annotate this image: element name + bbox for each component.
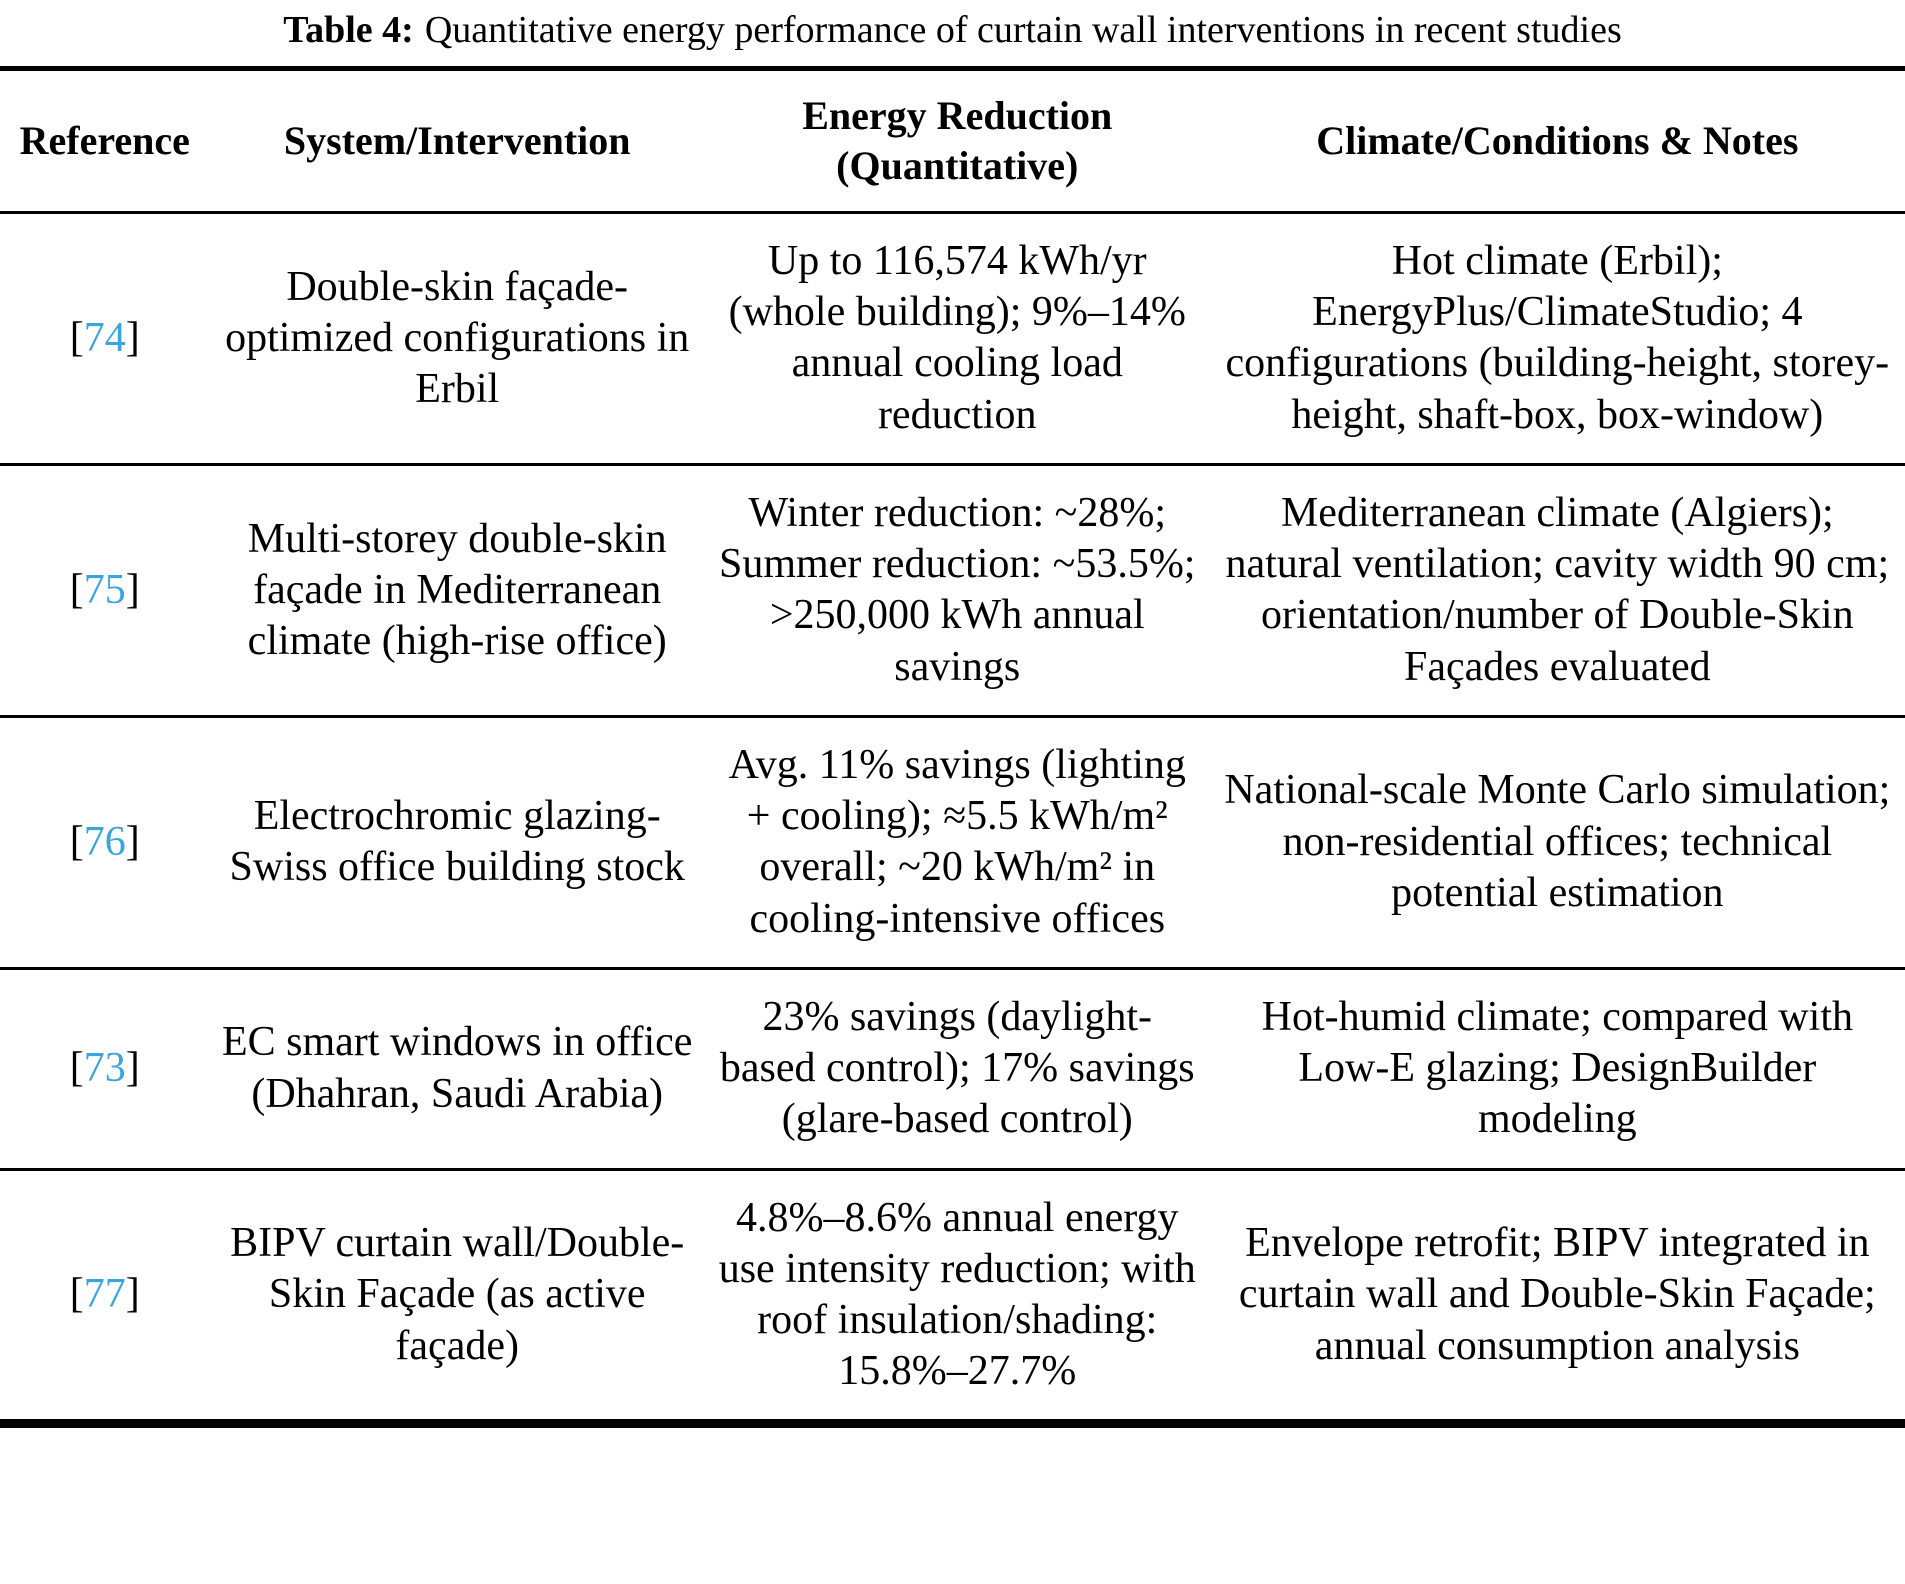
table-row xyxy=(0,968,1905,1169)
table-row xyxy=(0,1169,1905,1424)
citation-link[interactable]: 77 xyxy=(83,1271,126,1318)
citation-bracket-open: [ xyxy=(69,818,84,865)
climate-conditions-cell: National-scale Monte Carlo simulation; non-residential offices; technical potential estimation xyxy=(1224,767,1891,916)
citation-link[interactable]: 76 xyxy=(83,818,126,865)
reference-cell xyxy=(0,968,210,1169)
reference-cell xyxy=(0,464,210,716)
climate-conditions-cell: Hot climate (Erbil); EnergyPlus/ClimateStudio; 4 configurations (building-height, storey-height, shaft-box, box-window) xyxy=(1225,238,1890,438)
column-header-energy-reduction: Energy Reduction (Quantitative) xyxy=(802,93,1113,188)
reference-cell xyxy=(0,213,210,465)
energy-performance-table xyxy=(0,66,1905,1428)
citation-link[interactable]: 73 xyxy=(83,1045,126,1092)
header-row xyxy=(0,69,1905,213)
citation-bracket-close: ] xyxy=(125,314,140,361)
table-caption-text: Quantitative energy performance of curtain wall interventions in recent studies xyxy=(424,9,1622,51)
table-body xyxy=(0,213,1905,1424)
system-intervention-cell: Multi-storey double-skin façade in Mediterranean climate (high-rise office) xyxy=(247,515,667,665)
citation-bracket-close: ] xyxy=(125,1045,140,1092)
system-intervention-cell: Electrochromic glazing-Swiss office building stock xyxy=(229,793,685,891)
reference-cell xyxy=(0,716,210,968)
climate-conditions-cell: Mediterranean climate (Algiers); natural ventilation; cavity width 90 cm; orientation/number of Double-Skin Façades evaluated xyxy=(1225,489,1890,690)
energy-reduction-cell: Up to 116,574 kWh/yr (whole building); 9%–14% annual cooling load reduction xyxy=(728,238,1186,438)
energy-reduction-cell: 4.8%–8.6% annual energy use intensity reduction; with roof insulation/shading: 15.8%–27.7% xyxy=(718,1194,1196,1395)
energy-reduction-cell: Winter reduction: ~28%; Summer reduction: ~53.5%; >250,000 kWh annual savings xyxy=(719,489,1196,690)
reference-cell xyxy=(0,1169,210,1424)
citation-bracket-open: [ xyxy=(69,566,84,613)
citation-bracket-close: ] xyxy=(125,1271,140,1318)
citation-link[interactable]: 75 xyxy=(83,566,126,613)
system-intervention-cell: BIPV curtain wall/Double-Skin Façade (as active façade) xyxy=(230,1220,685,1369)
citation-bracket-close: ] xyxy=(125,818,140,865)
table-row xyxy=(0,716,1905,968)
citation-bracket-open: [ xyxy=(69,1045,84,1092)
table-caption-label: Table 4: xyxy=(283,9,414,51)
system-intervention-cell: EC smart windows in office (Dhahran, Saudi Arabia) xyxy=(221,1019,693,1117)
table-caption xyxy=(0,0,1905,66)
energy-reduction-cell: Avg. 11% savings (lighting + cooling); ≈5.5 kWh/m² overall; ~20 kWh/m² in cooling-intensive offices xyxy=(728,741,1186,942)
table-row xyxy=(0,213,1905,465)
column-header-system-intervention: System/Intervention xyxy=(283,118,631,163)
citation-bracket-open: [ xyxy=(69,1271,84,1318)
column-header-reference: Reference xyxy=(19,118,190,163)
system-intervention-cell: Double-skin façade-optimized configurations in Erbil xyxy=(225,263,690,413)
citation-bracket-close: ] xyxy=(125,566,140,613)
energy-reduction-cell: 23% savings (daylight-based control); 17% savings (glare-based control) xyxy=(719,993,1195,1143)
column-header-climate-conditions: Climate/Conditions & Notes xyxy=(1316,118,1799,163)
citation-link[interactable]: 74 xyxy=(83,314,126,361)
table-header xyxy=(0,69,1905,213)
citation-bracket-open: [ xyxy=(69,314,84,361)
table-row xyxy=(0,464,1905,716)
climate-conditions-cell: Hot-humid climate; compared with Low-E glazing; DesignBuilder modeling xyxy=(1261,993,1853,1143)
climate-conditions-cell: Envelope retrofit; BIPV integrated in curtain wall and Double-Skin Façade; annual consumption analysis xyxy=(1238,1220,1876,1369)
